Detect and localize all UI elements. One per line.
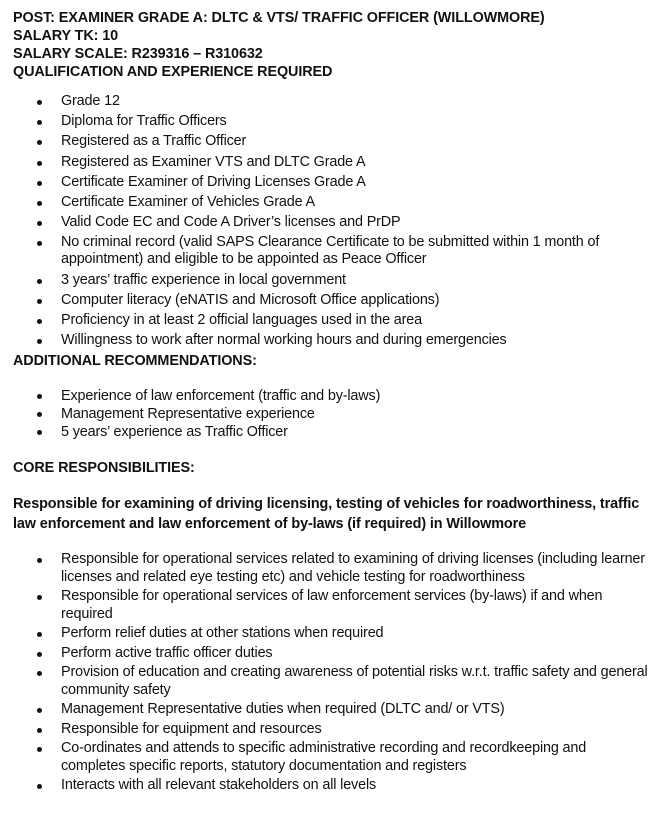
list-item: Management Representative experience [13, 405, 653, 423]
list-item: Provision of education and creating awareness of potential risks w.r.t. traffic safety and general community safety [13, 664, 653, 699]
bullet-icon [37, 339, 42, 344]
post-title: POST: EXAMINER GRADE A: DLTC & VTS/ TRAFFIC OFFICER (WILLOWMORE) [13, 10, 545, 26]
salary-tk: SALARY TK: 10 [13, 28, 119, 44]
bullet-icon [37, 728, 42, 733]
bullet-icon [37, 652, 42, 657]
bullet-icon [37, 558, 42, 563]
bullet-icon [37, 279, 42, 284]
list-item: Interacts with all relevant stakeholders on all levels [13, 777, 653, 795]
list-item: Certificate Examiner of Vehicles Grade A [13, 194, 653, 211]
bullet-icon [37, 784, 42, 789]
bullet-icon [37, 747, 42, 752]
list-item: Registered as Examiner VTS and DLTC Grade A [13, 154, 653, 171]
bullet-icon [37, 412, 42, 417]
bullet-icon [37, 430, 42, 435]
list-item: Co-ordinates and attends to specific administrative recording and recordkeeping and completes specific reports, statutory documentation and registers [13, 740, 653, 775]
list-item: Diploma for Traffic Officers [13, 113, 653, 130]
bullet-icon [37, 181, 42, 186]
bullet-icon [37, 221, 42, 226]
additional-list [13, 387, 653, 441]
bullet-icon [37, 708, 42, 713]
list-item: Grade 12 [13, 93, 653, 110]
list-item: Responsible for operational services related to examining of driving licenses (including learner licenses and related eye testing etc) and vehicle testing for roadworthiness [13, 551, 653, 586]
list-item: Management Representative duties when required (DLTC and/ or VTS) [13, 701, 653, 719]
bullet-icon [37, 394, 42, 399]
list-item: Valid Code EC and Code A Driver’s licenses and PrDP [13, 214, 653, 231]
list-item: Proficiency in at least 2 official languages used in the area [13, 312, 653, 329]
list-item: 3 years’ traffic experience in local government [13, 272, 653, 289]
bullet-icon [37, 319, 42, 324]
bullet-icon [37, 632, 42, 637]
job-posting-document [13, 9, 653, 797]
list-item: Certificate Examiner of Driving Licenses Grade A [13, 174, 653, 191]
list-item: Registered as a Traffic Officer [13, 133, 653, 150]
salary-scale: SALARY SCALE: R239316 – R310632 [13, 46, 263, 62]
core-list [13, 551, 653, 795]
bullet-icon [37, 299, 42, 304]
core-heading: CORE RESPONSIBILITIES: [13, 460, 195, 477]
core-intro: Responsible for examining of driving licensing, testing of vehicles for roadworthiness, traffic law enforcement and law enforcement of by-laws (if required) in Willowmore [13, 496, 640, 532]
list-item: Willingness to work after normal working hours and during emergencies [13, 332, 653, 349]
qualification-list [13, 93, 653, 349]
bullet-icon [37, 595, 42, 600]
bullet-icon [37, 671, 42, 676]
list-item: 5 years’ experience as Traffic Officer [13, 423, 653, 441]
bullet-icon [37, 161, 42, 166]
bullet-icon [37, 140, 42, 145]
list-item: Responsible for equipment and resources [13, 721, 653, 739]
bullet-icon [37, 100, 42, 105]
qualification-heading: QUALIFICATION AND EXPERIENCE REQUIRED [13, 64, 333, 80]
list-item: Perform relief duties at other stations when required [13, 625, 653, 643]
bullet-icon [37, 241, 42, 246]
list-item: Experience of law enforcement (traffic and by-laws) [13, 387, 653, 405]
bullet-icon [37, 201, 42, 206]
additional-heading: ADDITIONAL RECOMMENDATIONS: [13, 353, 257, 370]
list-item: Computer literacy (eNATIS and Microsoft Office applications) [13, 292, 653, 309]
bullet-icon [37, 120, 42, 125]
list-item: Perform active traffic officer duties [13, 645, 653, 663]
list-item: Responsible for operational services of law enforcement services (by-laws) if and when required [13, 588, 653, 623]
list-item: No criminal record (valid SAPS Clearance Certificate to be submitted within 1 month of appointment) and eligible to be appointed as Peace Officer [13, 234, 653, 268]
